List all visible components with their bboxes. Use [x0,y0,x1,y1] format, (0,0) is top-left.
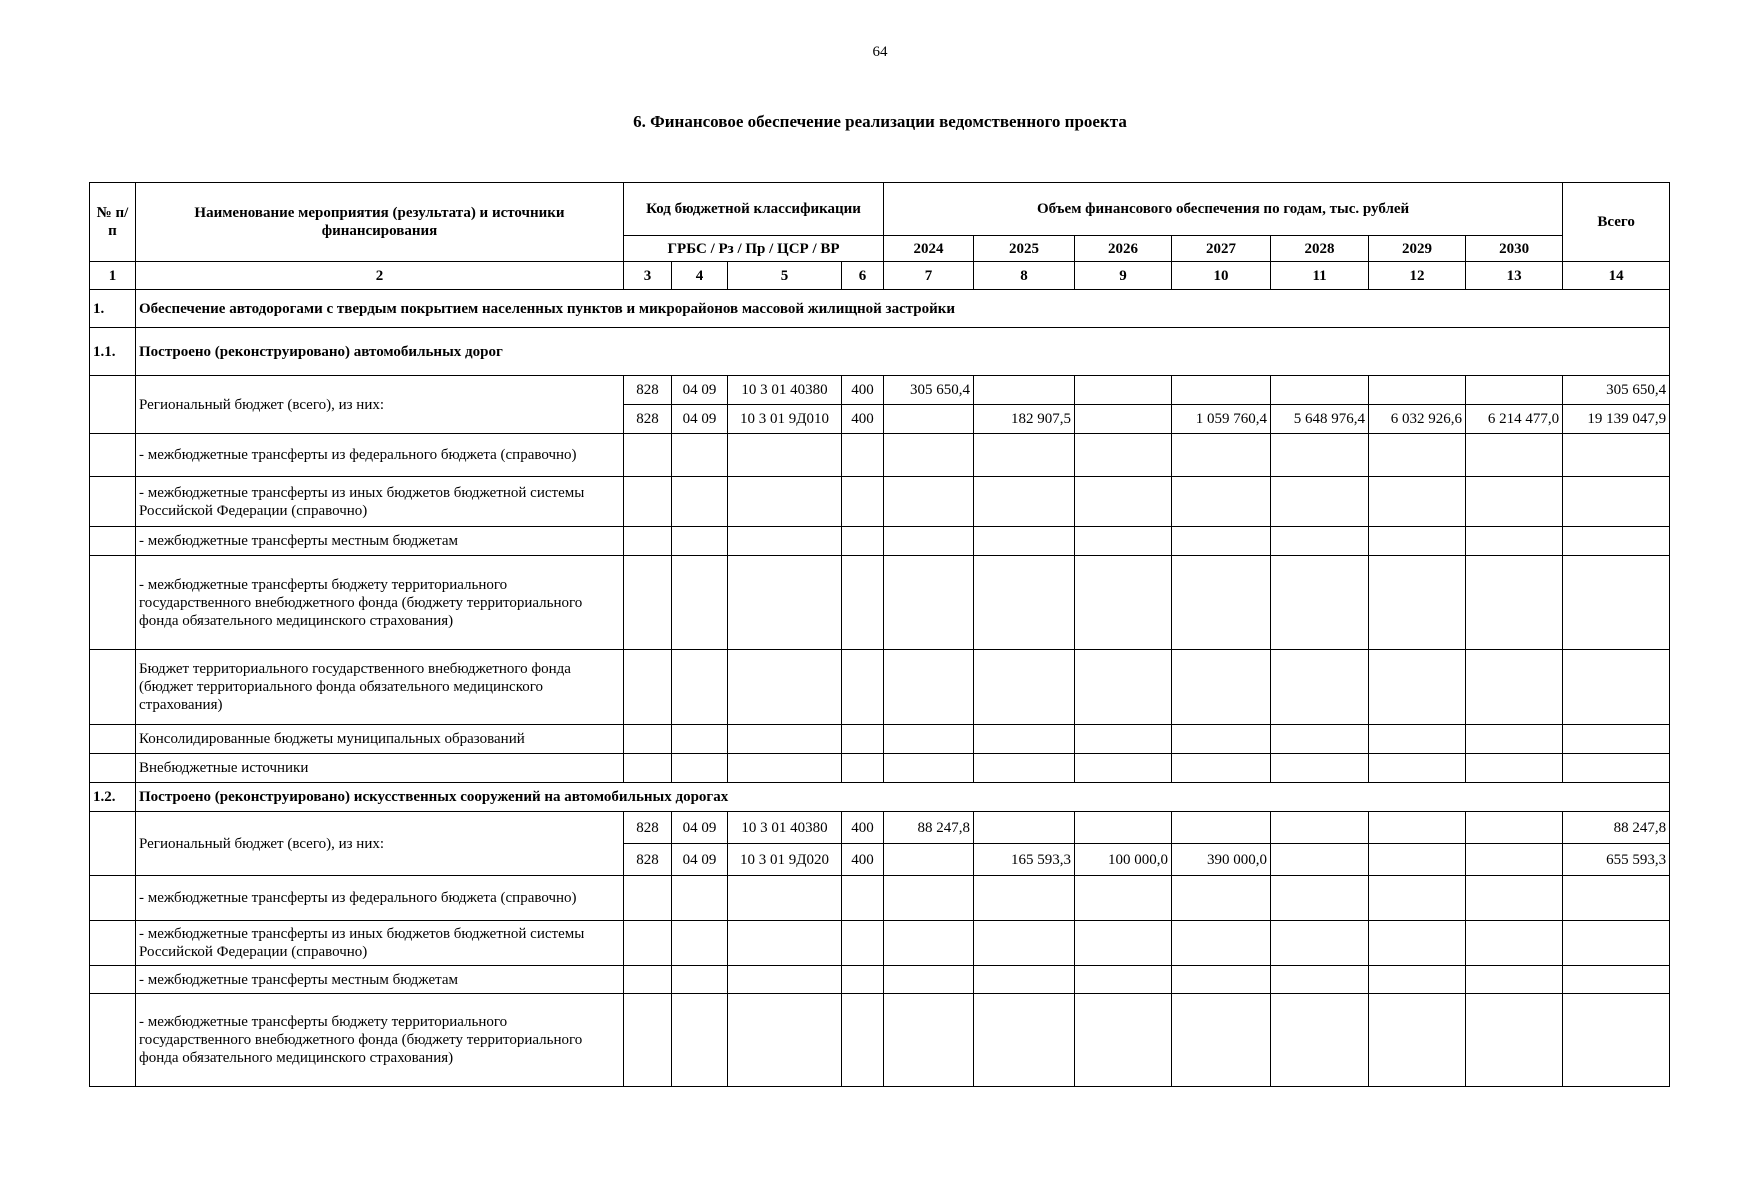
header-year: 2026 [1075,236,1172,262]
rz-pr-code: 04 09 [672,844,728,876]
col-number: 5 [728,262,842,290]
regional-budget-label: Региональный бюджет (всего), из них: [136,376,624,434]
header-year: 2028 [1271,236,1369,262]
value-2027: 390 000,0 [1172,844,1271,876]
page-number: 64 [872,44,888,60]
vr-code: 400 [842,844,884,876]
territorial-fund-budget-label: Бюджет территориального государственного внебюджетного фонда (бюджет территориального фонда обязательного медицинского страхования) [136,650,624,725]
result-name: Построено (реконструировано) искусственных сооружений на автомобильных дорогах [136,783,1670,812]
col-number: 8 [974,262,1075,290]
other-budgets-transfers-label: - межбюджетные трансферты из иных бюджетов бюджетной системы Российской Федерации (справочно) [136,477,624,527]
header-year: 2025 [974,236,1075,262]
col-number: 11 [1271,262,1369,290]
grbs-code: 828 [624,405,672,434]
extrabudgetary-label: Внебюджетные источники [136,754,624,783]
value-total: 19 139 047,9 [1563,405,1670,434]
financing-table [89,182,1670,1087]
value-2028: 5 648 976,4 [1271,405,1369,434]
csr-code: 10 3 01 9Д010 [728,405,842,434]
col-number: 4 [672,262,728,290]
value-2025: 165 593,3 [974,844,1075,876]
value-2024: 88 247,8 [884,812,974,844]
value-2024 [884,405,974,434]
header-year: 2027 [1172,236,1271,262]
csr-code: 10 3 01 9Д020 [728,844,842,876]
vr-code: 400 [842,405,884,434]
col-number: 13 [1466,262,1563,290]
value-2030 [1466,844,1563,876]
value-2026: 100 000,0 [1075,844,1172,876]
regional-budget-label: Региональный бюджет (всего), из них: [136,812,624,876]
source-row [90,556,1670,650]
municipal-budgets-label: Консолидированные бюджеты муниципальных образований [136,725,624,754]
column-numbers-row [90,262,1670,290]
empty-cell [90,376,136,434]
value-2029: 6 032 926,6 [1369,405,1466,434]
result-number: 1.2. [90,783,136,812]
document-title: 6. Финансовое обеспечение реализации ведомственного проекта [633,112,1127,131]
section-number: 1. [90,290,136,328]
empty-cell [90,812,136,876]
result-number: 1.1. [90,328,136,376]
rz-pr-code: 04 09 [672,376,728,405]
local-transfers-label: - межбюджетные трансферты местным бюджетам [136,527,624,556]
col-number: 1 [90,262,136,290]
header-year: 2030 [1466,236,1563,262]
section-name: Обеспечение автодорогами с твердым покрытием населенных пунктов и микрорайонов массовой жилищной застройки [136,290,1670,328]
col-number: 10 [1172,262,1271,290]
value-2028 [1271,844,1369,876]
value-2027: 1 059 760,4 [1172,405,1271,434]
col-number: 7 [884,262,974,290]
source-row [90,650,1670,725]
value-2024 [884,844,974,876]
source-row [90,754,1670,783]
territorial-fund-transfers-label: - межбюджетные трансферты бюджету территориального государственного внебюджетного фонда (бюджету территориального фонда обязательного медицинского страхования) [136,556,624,650]
header-num: № п/п [90,183,136,262]
value-2027 [1172,376,1271,405]
source-row [90,434,1670,477]
col-number: 12 [1369,262,1466,290]
value-total: 88 247,8 [1563,812,1670,844]
section-row [90,290,1670,328]
header-year: 2029 [1369,236,1466,262]
grbs-code: 828 [624,376,672,405]
vr-code: 400 [842,812,884,844]
value-2029 [1369,376,1466,405]
value-total: 305 650,4 [1563,376,1670,405]
source-row [90,921,1670,966]
rz-pr-code: 04 09 [672,812,728,844]
value-2026 [1075,812,1172,844]
col-number: 9 [1075,262,1172,290]
source-row [90,477,1670,527]
vr-code: 400 [842,376,884,405]
col-number: 2 [136,262,624,290]
value-2027 [1172,812,1271,844]
header-year: 2024 [884,236,974,262]
header-code: Код бюджетной классификации [624,183,884,236]
federal-transfers-label: - межбюджетные трансферты из федерального бюджета (справочно) [136,876,624,921]
source-row [90,966,1670,994]
value-2026 [1075,405,1172,434]
value-2025 [974,812,1075,844]
rz-pr-code: 04 09 [672,405,728,434]
csr-code: 10 3 01 40380 [728,376,842,405]
federal-transfers-label: - межбюджетные трансферты из федерального бюджета (справочно) [136,434,624,477]
col-number: 3 [624,262,672,290]
value-2025: 182 907,5 [974,405,1075,434]
value-2030 [1466,376,1563,405]
value-2028 [1271,376,1369,405]
value-total: 655 593,3 [1563,844,1670,876]
value-2026 [1075,376,1172,405]
source-row [90,527,1670,556]
regional-budget-row [90,376,1670,405]
value-2030 [1466,812,1563,844]
col-number: 14 [1563,262,1670,290]
value-2029 [1369,844,1466,876]
territorial-fund-transfers-label: - межбюджетные трансферты бюджету территориального государственного внебюджетного фонда (бюджету территориального фонда обязательного медицинского страхования) [136,994,624,1087]
header-row-1 [90,183,1670,236]
header-total: Всего [1563,183,1670,262]
value-2028 [1271,812,1369,844]
local-transfers-label: - межбюджетные трансферты местным бюджетам [136,966,624,994]
header-code-sub: ГРБС / Рз / Пр / ЦСР / ВР [624,236,884,262]
grbs-code: 828 [624,844,672,876]
grbs-code: 828 [624,812,672,844]
source-row [90,725,1670,754]
other-budgets-transfers-label: - межбюджетные трансферты из иных бюджетов бюджетной системы Российской Федерации (справочно) [136,921,624,966]
regional-budget-row [90,812,1670,844]
value-2025 [974,376,1075,405]
source-row [90,994,1670,1087]
value-2024: 305 650,4 [884,376,974,405]
source-row [90,876,1670,921]
header-name: Наименование мероприятия (результата) и источники финансирования [136,183,624,262]
result-name: Построено (реконструировано) автомобильных дорог [136,328,1670,376]
result-row [90,328,1670,376]
value-2029 [1369,812,1466,844]
col-number: 6 [842,262,884,290]
value-2030: 6 214 477,0 [1466,405,1563,434]
csr-code: 10 3 01 40380 [728,812,842,844]
header-volume: Объем финансового обеспечения по годам, тыс. рублей [884,183,1563,236]
result-row [90,783,1670,812]
